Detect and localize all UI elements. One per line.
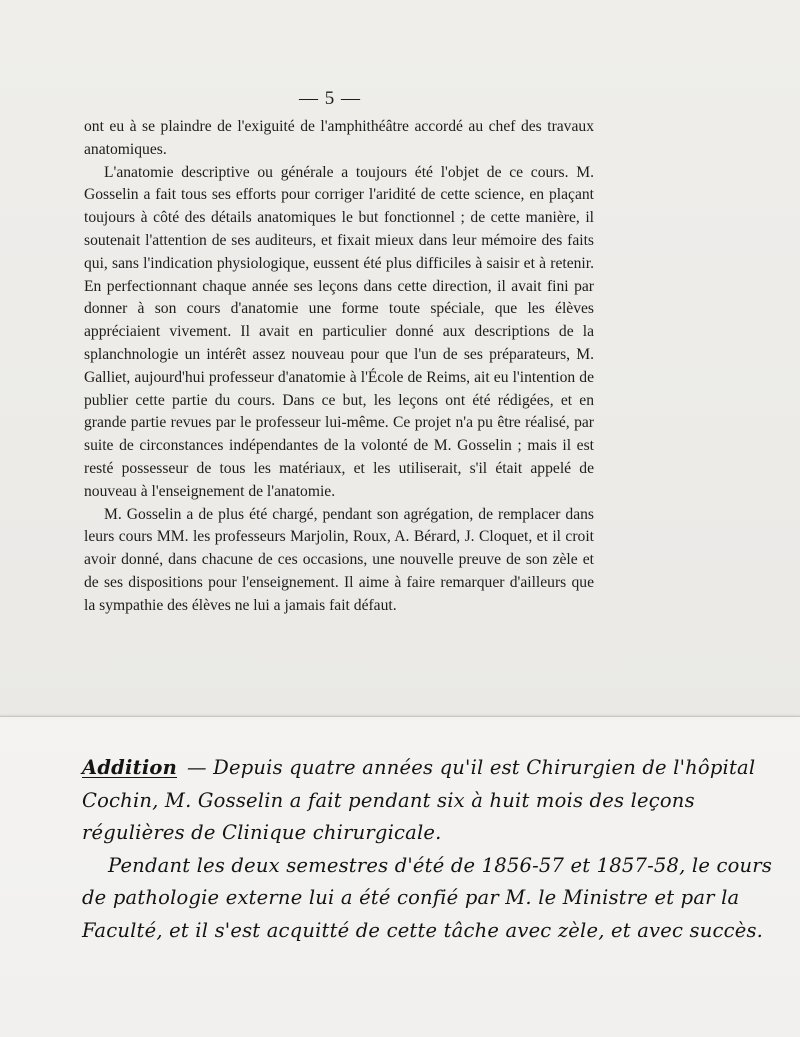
handwritten-paragraph-2: Pendant les deux semestres d'été de 1856-57 et 1857-58, le cours de pathologie externe lui a été confié par M. le Ministre et par la Faculté, et il s'est acquitté de cette tâche avec zèle, et avec succès.	[82, 853, 773, 942]
paragraph-agregation: M. Gosselin a de plus été chargé, pendant son agrégation, de remplacer dans leurs cours MM. les professeurs Marjolin, Roux, A. Bérard, J. Cloquet, et il croit avoir donné, dans chacune de ces occasions, une nouvelle preuve de son zèle et de ses dispositions pour l'enseignement. Il aime à faire remarquer d'ailleurs que la sympathie des élèves ne lui a jamais fait défaut.	[84, 505, 594, 614]
paragraph-continuation: ont eu à se plaindre de l'exiguité de l'amphithéâtre accordé au chef des travaux anatomiques.	[84, 118, 594, 158]
paragraph-anatomy-course: L'anatomie descriptive ou générale a toujours été l'objet de ce cours. M. Gosselin a fait tous ses efforts pour corriger l'aridité de cette science, en plaçant toujours à côté des détails anatomiques le but fonctionnel ; de cette manière, il soutenait l'attention de ses auditeurs, et fixait mieux dans leur mémoire des faits qui, sans l'indication physiologique, eussent été plus difficiles à saisir et à retenir. En perfectionnant chaque année ses leçons dans cette direction, il avait fini par donner à son cours d'anatomie une forme toute spéciale, que les élèves appréciaient vivement. Il avait en particulier donné aux descriptions de la splanchnologie un intérêt assez nouveau pour que l'un de ses préparateurs, M. Galliet, aujourd'hui professeur d'anatomie à l'École de Reims, ait eu l'intention de publier cette partie du cours. Dans ce but, les leçons ont été rédigées, et en grande partie revues par le professeur lui-même. Ce projet n'a pu être réalisé, par suite de circonstances indépendantes de la volonté de M. Gosselin ; mais il est resté possesseur de tous les matériaux, et les utiliserait, s'il était appelé de nouveau à l'enseignement de l'anatomie.	[84, 163, 594, 500]
addition-heading: Addition	[82, 756, 178, 779]
page-number: — 5 —	[299, 88, 361, 109]
handwritten-addition	[82, 752, 782, 947]
printed-text-block	[84, 116, 594, 618]
handwritten-text-1: — Depuis quatre années qu'il est Chirurgien de l'hôpital Cochin, M. Gosselin a fait pendant six à huit mois des leçons régulières de Clinique chirurgicale.	[82, 756, 756, 844]
handwritten-paragraph-1	[82, 752, 782, 850]
